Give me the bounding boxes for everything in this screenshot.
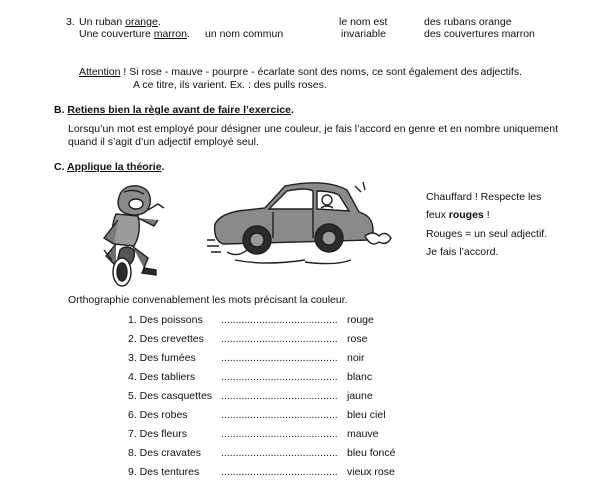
exercise-row [128,352,428,366]
plural-col-line2: des couvertures marron [424,28,535,40]
answer-blank[interactable]: ........................................ [221,447,338,459]
exercise-item: 3. Des fumées [128,352,196,364]
answer-blank[interactable]: ........................................ [221,390,338,402]
punctuation: . [161,161,165,173]
color-word: mauve [347,428,379,440]
bubble-bold-word: rouges [448,209,484,221]
answer-blank[interactable]: ........................................ [221,466,338,478]
exercise-item: 7. Des fleurs [128,428,187,440]
rule-col-line1: le nom est [339,16,388,28]
answer-blank[interactable]: ........................................ [221,333,338,345]
answer-blank[interactable]: ........................................ [221,314,338,326]
color-word: noir [347,352,365,364]
section-title: Applique la théorie [67,161,162,173]
color-word: orange [125,16,158,28]
exercise-item: 6. Des robes [128,409,188,421]
example-line-2 [79,28,190,40]
exercise-item: 9. Des tentures [128,466,200,478]
section-b-heading [54,104,294,116]
exercise-row [128,314,428,328]
exercise-item: 1. Des poissons [128,314,203,326]
color-word: bleu foncé [347,447,396,459]
example-line-1 [79,16,161,28]
exercise-row [128,466,428,480]
section-prefix: B. [54,104,65,116]
attention-line-2: A ce titre, ils varient. Ex. : des pulls roses. [133,79,327,91]
exercise-row [128,390,428,404]
car-illustration [205,180,400,270]
punctuation: . [157,16,161,28]
bubble-text: ! [483,209,490,221]
color-word: marron [153,28,187,40]
attention-label: Attention [79,66,121,78]
section-c-heading [54,161,164,173]
word-type: un nom commun [205,28,284,40]
exercise-row [128,447,428,461]
exercise-row [128,409,428,423]
color-word: bleu ciel [347,409,386,421]
answer-blank[interactable]: ........................................ [221,409,338,421]
exercise-row [128,371,428,385]
attention-note [79,66,522,78]
answer-blank[interactable]: ........................................ [221,371,338,383]
section-title: Retiens bien la règle avant de faire l’exercice [67,104,291,116]
color-word: vieux rose [347,466,395,478]
color-word: rouge [347,314,374,326]
rule-col-line2: invariable [341,28,386,40]
exercise-item: 8. Des cravates [128,447,201,459]
plural-col-line1: des rubans orange [424,16,512,28]
answer-blank[interactable]: ........................................ [221,428,338,440]
answer-blank[interactable]: ........................................ [221,352,338,364]
bubble-line-1: Chauffard ! Respecte les [426,191,542,203]
section-prefix: C. [54,161,65,173]
exercise-item: 5. Des casquettes [128,390,213,402]
exercise-row [128,333,428,347]
example-text: Un ruban [79,16,126,28]
exercise-item: 4. Des tabliers [128,371,196,383]
exercise-item: 2. Des crevettes [128,333,204,345]
example-number: 3. [66,16,75,28]
motorbike-rider-illustration [88,180,178,288]
color-word: rose [347,333,368,345]
bubble-text: feux [426,209,449,221]
color-word: jaune [347,390,373,402]
punctuation: . [290,104,294,116]
bubble-line-4: Je fais l’accord. [426,246,499,258]
example-text: Une couverture [79,28,154,40]
rule-text: Lorsqu’un mot est employé pour désigner une couleur, je fais l’accord en genre et en nombre uniquement quand il s’agit d’un adjectif employé seul. [68,123,558,148]
exercise-instruction: Orthographie convenablement les mots précisant la couleur. [68,294,348,306]
bubble-line-3: Rouges = un seul adjectif. [426,228,548,240]
bubble-line-2 [426,209,490,221]
punctuation: . [186,28,190,40]
exercise-row [128,428,428,442]
attention-line-1: ! Si rose - mauve - pourpre - écarlate sont des noms, ce sont également des adjectifs. [123,66,522,78]
color-word: blanc [347,371,373,383]
